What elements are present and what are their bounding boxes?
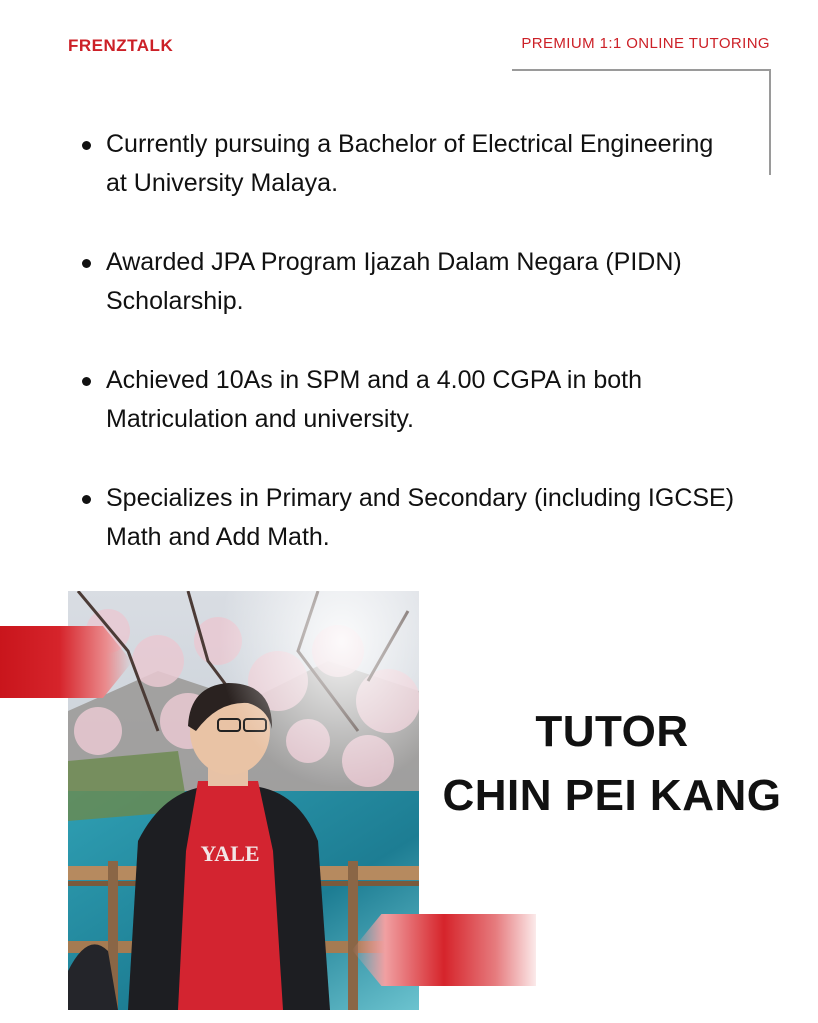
qualification-item xyxy=(78,243,738,321)
disc-bullet-icon xyxy=(82,141,91,150)
qualification-text: Specializes in Primary and Secondary (including IGCSE) Math and Add Math. xyxy=(106,484,735,551)
qualification-text: Achieved 10As in SPM and a 4.00 CGPA in both Matriculation and university. xyxy=(106,366,642,433)
corner-rule-vertical xyxy=(769,69,771,175)
tagline: PREMIUM 1:1 ONLINE TUTORING xyxy=(521,35,770,52)
qualification-item xyxy=(78,361,738,439)
tutor-label: TUTOR xyxy=(535,707,689,756)
tutor-name: CHIN PEI KANG xyxy=(442,771,782,820)
qualification-text: Currently pursuing a Bachelor of Electrical Engineering at University Malaya. xyxy=(106,130,714,197)
qualification-item xyxy=(78,479,738,557)
tutor-title xyxy=(432,700,792,828)
qualification-text: Awarded JPA Program Ijazah Dalam Negara (PIDN) Scholarship. xyxy=(106,248,682,315)
corner-rule-horizontal xyxy=(512,69,771,71)
brand-name: FRENZTALK xyxy=(68,36,174,55)
qualification-item xyxy=(78,125,738,203)
decorative-ribbon-right xyxy=(352,914,536,986)
disc-bullet-icon xyxy=(82,495,91,504)
disc-bullet-icon xyxy=(82,377,91,386)
disc-bullet-icon xyxy=(82,259,91,268)
qualifications-list xyxy=(78,125,738,597)
